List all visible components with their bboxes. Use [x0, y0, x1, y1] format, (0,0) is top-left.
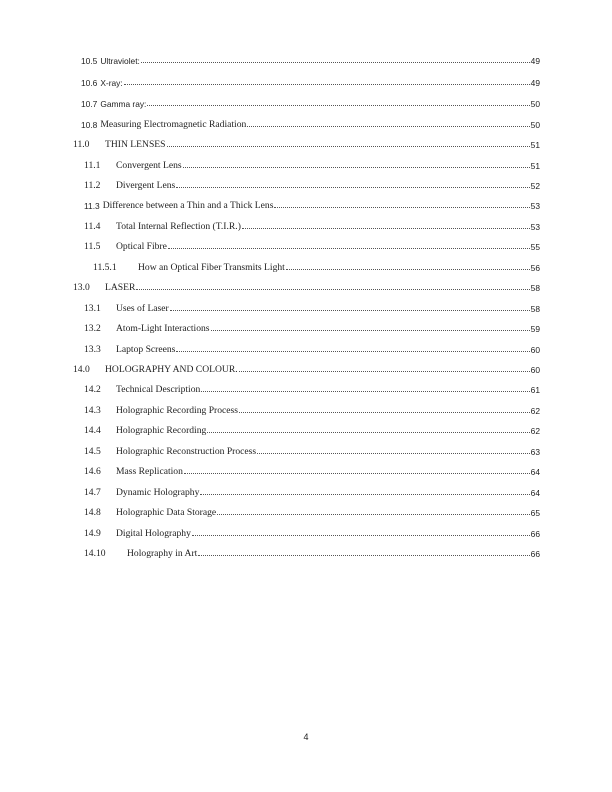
- toc-entry[interactable]: [0, 218, 612, 232]
- toc-entry-title: Ultraviolet:: [100, 56, 140, 66]
- toc-entry-title: Digital Holography: [116, 528, 191, 539]
- toc-entry-page: 65: [530, 508, 540, 518]
- toc-entry[interactable]: [0, 300, 612, 314]
- toc-entry-number: 11.4: [84, 221, 101, 232]
- toc-entry-number: 14.6: [84, 466, 101, 477]
- toc-entry-number: 11.3: [84, 201, 100, 211]
- toc-entry-number: 11.2: [84, 180, 101, 191]
- toc-entry-page: 62: [530, 406, 540, 416]
- toc-entry-number: 11.5.1: [93, 262, 117, 273]
- toc-leader: [239, 370, 530, 372]
- toc-entry-number: 14.0: [73, 364, 90, 375]
- toc-entry[interactable]: [0, 74, 612, 88]
- toc-entry-page: 51: [530, 140, 540, 150]
- toc-entry-title: Divergent Lens: [116, 180, 176, 191]
- toc-entry[interactable]: [0, 361, 612, 375]
- toc-leader: [184, 472, 530, 474]
- toc-entry-number: 14.3: [84, 405, 101, 416]
- toc-entry-title: Optical Fibre: [116, 241, 167, 252]
- toc-entry[interactable]: [0, 341, 612, 355]
- toc-entry-title: HOLOGRAPHY AND COLOUR.: [105, 364, 238, 375]
- toc-entry-page: 49: [530, 56, 540, 66]
- toc-entry-page: 58: [530, 283, 540, 293]
- toc-entry-title: Uses of Laser: [116, 303, 169, 314]
- toc-entry-page: 64: [530, 467, 540, 477]
- toc-entry-number: 10.6: [81, 78, 98, 88]
- toc-leader: [211, 329, 530, 331]
- toc-leader: [141, 61, 530, 63]
- toc-leader: [207, 431, 529, 433]
- toc-entry[interactable]: [0, 484, 612, 498]
- toc-entry[interactable]: [0, 279, 612, 293]
- toc-entry[interactable]: [0, 238, 612, 252]
- toc-entry-number: 14.5: [84, 446, 101, 457]
- toc-entry-number: 14.8: [84, 507, 101, 518]
- page-number: 4: [303, 732, 309, 742]
- toc-entry-page: 58: [530, 304, 540, 314]
- toc-entry-number: 14.2: [84, 384, 101, 395]
- toc-entry[interactable]: [0, 504, 612, 518]
- toc-entry-page: 56: [530, 263, 540, 273]
- toc-entry-number: 10.5: [81, 56, 98, 66]
- toc-entry[interactable]: [0, 95, 612, 109]
- toc-entry-title: Dynamic Holography: [116, 487, 200, 498]
- toc-entry[interactable]: [0, 136, 612, 150]
- toc-entry-title: Holographic Recording: [116, 425, 207, 436]
- toc-entry-page: 59: [530, 324, 540, 334]
- toc-entry-page: 60: [530, 365, 540, 375]
- toc-entry-page: 66: [530, 529, 540, 539]
- toc-entry-title: Atom-Light Interactions: [116, 323, 210, 334]
- toc-entry-number: 14.7: [84, 487, 101, 498]
- toc-leader: [257, 452, 530, 454]
- toc-entry-page: 63: [530, 447, 540, 457]
- toc-entry[interactable]: [0, 463, 612, 477]
- toc-leader: [247, 125, 529, 127]
- toc-entry-number: 13.3: [84, 344, 101, 355]
- toc-leader: [183, 166, 530, 168]
- toc-entry-page: 53: [530, 222, 540, 232]
- toc-entry-page: 60: [530, 345, 540, 355]
- toc-entry-page: 52: [530, 181, 540, 191]
- toc-leader: [198, 554, 529, 556]
- toc-entry-page: 66: [530, 549, 540, 559]
- toc-entry-page: 62: [530, 426, 540, 436]
- toc-entry-title: LASER: [105, 282, 136, 293]
- toc-leader: [176, 186, 529, 188]
- toc-entry[interactable]: [0, 402, 612, 416]
- toc-entry-page: 61: [530, 385, 540, 395]
- toc-entry[interactable]: [0, 197, 612, 211]
- toc-entry-title: Technical Description: [116, 384, 201, 395]
- toc-leader: [176, 350, 529, 352]
- toc-entry-title: Gamma ray:: [100, 99, 147, 109]
- toc-entry[interactable]: [0, 177, 612, 191]
- toc-entry-title: Total Internal Reflection (T.I.R.): [116, 221, 241, 232]
- toc-leader: [274, 206, 529, 208]
- toc-entry-page: 55: [530, 242, 540, 252]
- toc-entry[interactable]: [0, 545, 612, 559]
- toc-entry-page: 64: [530, 488, 540, 498]
- toc-entry-title: Measuring Electromagnetic Radiation: [100, 119, 247, 130]
- toc-entry[interactable]: [0, 422, 612, 436]
- toc-entry-number: 14.9: [84, 528, 101, 539]
- toc-entry-title: Holographic Reconstruction Process: [116, 446, 257, 457]
- toc-leader: [167, 145, 530, 147]
- toc-entry[interactable]: [0, 443, 612, 457]
- toc-leader: [168, 247, 530, 249]
- toc-entry-title: How an Optical Fiber Transmits Light: [138, 262, 285, 273]
- toc-entry-title: Holography in Art: [127, 548, 198, 559]
- toc-entry-page: 50: [530, 99, 540, 109]
- toc-leader: [217, 513, 530, 515]
- toc-leader: [286, 268, 530, 270]
- toc-leader: [170, 309, 530, 311]
- toc-leader: [200, 493, 529, 495]
- toc-entry[interactable]: [0, 259, 612, 273]
- toc-entry-page: 53: [530, 201, 540, 211]
- toc-entry-number: 10.8: [81, 120, 98, 130]
- toc-entry-title: Mass Replication: [116, 466, 183, 477]
- toc-entry-title: Holographic Data Storage: [116, 507, 217, 518]
- toc-entry[interactable]: [0, 52, 612, 66]
- toc-entry-number: 11.5: [84, 241, 101, 252]
- toc-entry-page: 49: [530, 78, 540, 88]
- toc-entry-page: 51: [530, 161, 540, 171]
- toc-leader: [201, 390, 529, 392]
- toc-leader: [136, 288, 529, 290]
- toc-entry[interactable]: [0, 381, 612, 395]
- toc-entry-page: 50: [530, 120, 540, 130]
- toc-entry-title: Difference between a Thin and a Thick Lens: [102, 200, 274, 211]
- toc-entry[interactable]: [0, 525, 612, 539]
- toc-entry[interactable]: [0, 320, 612, 334]
- toc-entry[interactable]: [0, 116, 612, 130]
- toc-entry-number: 13.2: [84, 323, 101, 334]
- toc-entry-number: 13.0: [73, 282, 90, 293]
- toc-entry-number: 11.0: [73, 139, 90, 150]
- toc-entry-title: X-ray:: [100, 78, 123, 88]
- toc-leader: [147, 104, 529, 106]
- toc-entry-title: Convergent Lens: [116, 160, 182, 171]
- toc-entry-number: 14.4: [84, 425, 101, 436]
- toc-entry-title: Laptop Screens: [116, 344, 176, 355]
- toc-leader: [192, 534, 530, 536]
- toc-entry[interactable]: [0, 157, 612, 171]
- toc-entry-title: Holographic Recording Process: [116, 405, 239, 416]
- toc-entry-number: 10.7: [81, 99, 98, 109]
- toc-entry-number: 11.1: [84, 160, 101, 171]
- toc-entry-title: THIN LENSES: [105, 139, 166, 150]
- toc-entry-number: 13.1: [84, 303, 101, 314]
- toc-leader: [239, 411, 530, 413]
- toc-leader: [242, 227, 530, 229]
- toc-leader: [124, 83, 530, 85]
- toc-entry-number: 14.10: [84, 548, 106, 559]
